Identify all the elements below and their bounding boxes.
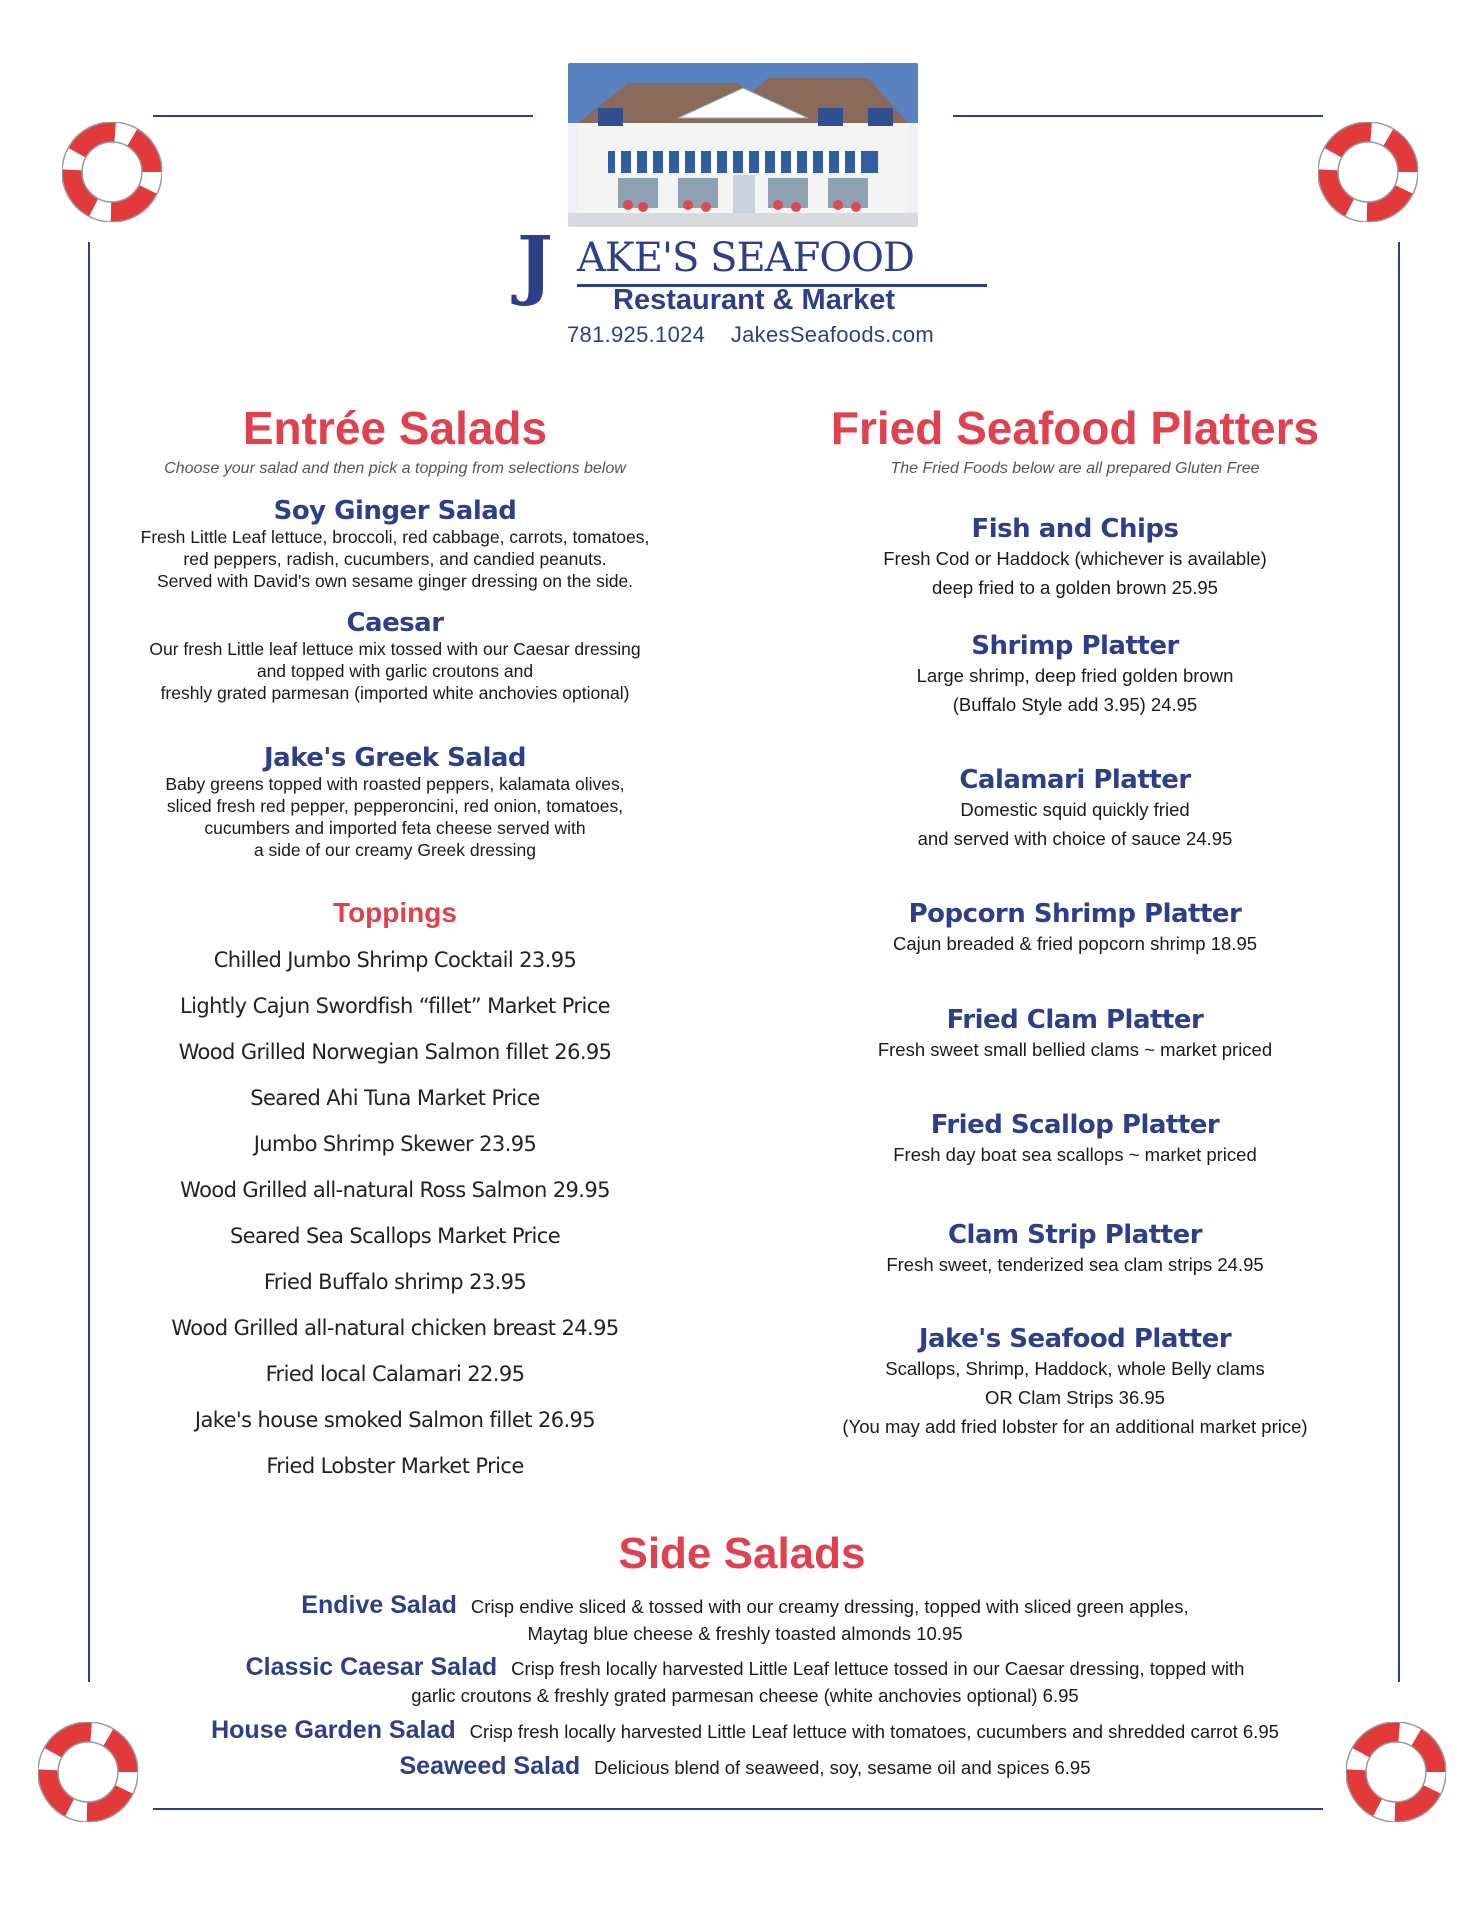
entree-item xyxy=(110,609,680,704)
topping-item: Wood Grilled all-natural Ross Salmon 29.95 xyxy=(180,1178,610,1202)
life-buoy-icon xyxy=(1346,1722,1446,1822)
item-description: Crisp endive sliced & tossed with our creamy dressing, topped with sliced green apples, xyxy=(470,1596,1189,1617)
platter-item xyxy=(800,1006,1350,1064)
item-name: Caesar xyxy=(346,608,444,638)
entree-salads-note: Choose your salad and then pick a topping from selections below xyxy=(164,460,626,477)
item-description: Cajun breaded & fried popcorn shrimp 18.95 xyxy=(892,932,1258,954)
item-name: House Garden Salad xyxy=(211,1716,456,1744)
topping-item: Wood Grilled all-natural chicken breast 24.95 xyxy=(171,1316,619,1340)
restaurant-illustration xyxy=(568,63,918,227)
item-name: Shrimp Platter xyxy=(971,631,1179,661)
phone-number: 781.925.1024 xyxy=(567,322,706,347)
side-salad-item xyxy=(130,1717,1360,1745)
topping-item: Fried Buffalo shrimp 23.95 xyxy=(263,1270,527,1294)
entree-salads-title: Entrée Salads xyxy=(242,402,548,454)
contact-line xyxy=(567,324,934,346)
item-description: Large shrimp, deep fried golden brown (Buffalo Style add 3.95) 24.95 xyxy=(916,664,1234,715)
item-description: Crisp fresh locally harvested Little Leaf lettuce with tomatoes, cucumbers and shredded carrot 6.95 xyxy=(469,1721,1279,1742)
platter-item xyxy=(800,900,1350,958)
topping-item: Fried local Calamari 22.95 xyxy=(265,1362,525,1386)
item-name: Soy Ginger Salad xyxy=(273,496,517,526)
platter-item xyxy=(800,766,1350,853)
side-salad-item xyxy=(130,1592,1360,1647)
topping-item: Lightly Cajun Swordfish “fillet” Market Price xyxy=(180,994,610,1018)
topping-item: Wood Grilled Norwegian Salmon fillet 26.95 xyxy=(178,1040,612,1064)
item-name: Classic Caesar Salad xyxy=(245,1653,498,1681)
left-border xyxy=(88,242,90,1682)
item-name: Calamari Platter xyxy=(959,765,1191,795)
topping-item: Jumbo Shrimp Skewer 23.95 xyxy=(253,1132,537,1156)
life-buoy-icon xyxy=(1318,122,1418,222)
item-description: Fresh day boat sea scallops ~ market priced xyxy=(893,1143,1257,1165)
item-description-continued: Maytag blue cheese & freshly toasted almonds 10.95 xyxy=(527,1623,963,1644)
platter-item xyxy=(800,632,1350,719)
item-name: Popcorn Shrimp Platter xyxy=(908,899,1242,929)
entree-item xyxy=(110,744,680,861)
logo-initial: J xyxy=(517,219,553,308)
item-name: Fried Clam Platter xyxy=(946,1005,1204,1035)
item-name: Jake's Greek Salad xyxy=(263,743,527,773)
entree-item xyxy=(110,497,680,592)
item-name: Seaweed Salad xyxy=(399,1752,581,1780)
bottom-rule xyxy=(153,1808,1323,1810)
life-buoy-icon xyxy=(62,122,162,222)
item-description: Fresh sweet small bellied clams ~ market priced xyxy=(877,1038,1273,1060)
website-link[interactable]: JakesSeafoods.com xyxy=(730,322,935,347)
logo-title: AKE'S SEAFOOD xyxy=(577,235,914,281)
fried-platters-title: Fried Seafood Platters xyxy=(830,402,1320,454)
topping-item: Chilled Jumbo Shrimp Cocktail 23.95 xyxy=(213,948,577,972)
platter-item xyxy=(800,1221,1350,1279)
restaurant-logo xyxy=(515,219,975,362)
life-buoy-icon xyxy=(38,1722,138,1822)
item-description: Our fresh Little leaf lettuce mix tossed with our Caesar dressing and topped with garlic croutons and freshly grated parmesan (imported white anchovies optional) xyxy=(149,638,641,703)
item-description: Fresh Little Leaf lettuce, broccoli, red cabbage, carrots, tomatoes, red peppers, radish, cucumbers, and candied peanuts. Served with David's own sesame ginger dressing on the side. xyxy=(140,526,650,591)
topping-item: Jake's house smoked Salmon fillet 26.95 xyxy=(194,1408,596,1432)
item-description-continued: garlic croutons & freshly grated parmesan cheese (white anchovies optional) 6.95 xyxy=(411,1685,1079,1706)
item-name: Jake's Seafood Platter xyxy=(918,1324,1232,1354)
platter-item xyxy=(800,1111,1350,1169)
side-salad-item xyxy=(130,1753,1360,1781)
item-name: Endive Salad xyxy=(301,1591,457,1619)
platter-item xyxy=(800,515,1350,602)
toppings-title: Toppings xyxy=(333,897,457,928)
side-salads-title: Side Salads xyxy=(618,1529,866,1578)
item-description: Crisp fresh locally harvested Little Leaf lettuce tossed in our Caesar dressing, topped with xyxy=(511,1658,1245,1679)
item-name: Fish and Chips xyxy=(971,514,1179,544)
item-description: Delicious blend of seaweed, soy, sesame oil and spices 6.95 xyxy=(594,1757,1091,1778)
right-border xyxy=(1398,242,1400,1682)
topping-item: Seared Sea Scallops Market Price xyxy=(229,1224,561,1248)
platter-item xyxy=(800,1325,1350,1441)
item-description: Scallops, Shrimp, Haddock, whole Belly clams OR Clam Strips 36.95 (You may add fried lobster for an additional market price) xyxy=(842,1357,1308,1437)
top-rule-left xyxy=(153,115,533,117)
topping-item: Fried Lobster Market Price xyxy=(266,1454,524,1478)
item-name: Fried Scallop Platter xyxy=(930,1110,1220,1140)
item-description: Baby greens topped with roasted peppers, kalamata olives, sliced fresh red pepper, pepperoncini, red onion, tomatoes, cucumbers and imported feta cheese served with a side of our creamy Greek dressing xyxy=(165,773,625,860)
topping-item: Seared Ahi Tuna Market Price xyxy=(250,1086,540,1110)
fried-platters-note: The Fried Foods below are all prepared Gluten Free xyxy=(890,460,1260,477)
item-description: Fresh sweet, tenderized sea clam strips 24.95 xyxy=(886,1253,1264,1275)
item-description: Domestic squid quickly fried and served with choice of sauce 24.95 xyxy=(917,798,1233,849)
item-name: Clam Strip Platter xyxy=(947,1220,1203,1250)
item-description: Fresh Cod or Haddock (whichever is available) deep fried to a golden brown 25.95 xyxy=(883,547,1267,598)
logo-subtitle: Restaurant & Market xyxy=(613,284,896,316)
side-salad-item xyxy=(130,1654,1360,1709)
top-rule-right xyxy=(953,115,1323,117)
